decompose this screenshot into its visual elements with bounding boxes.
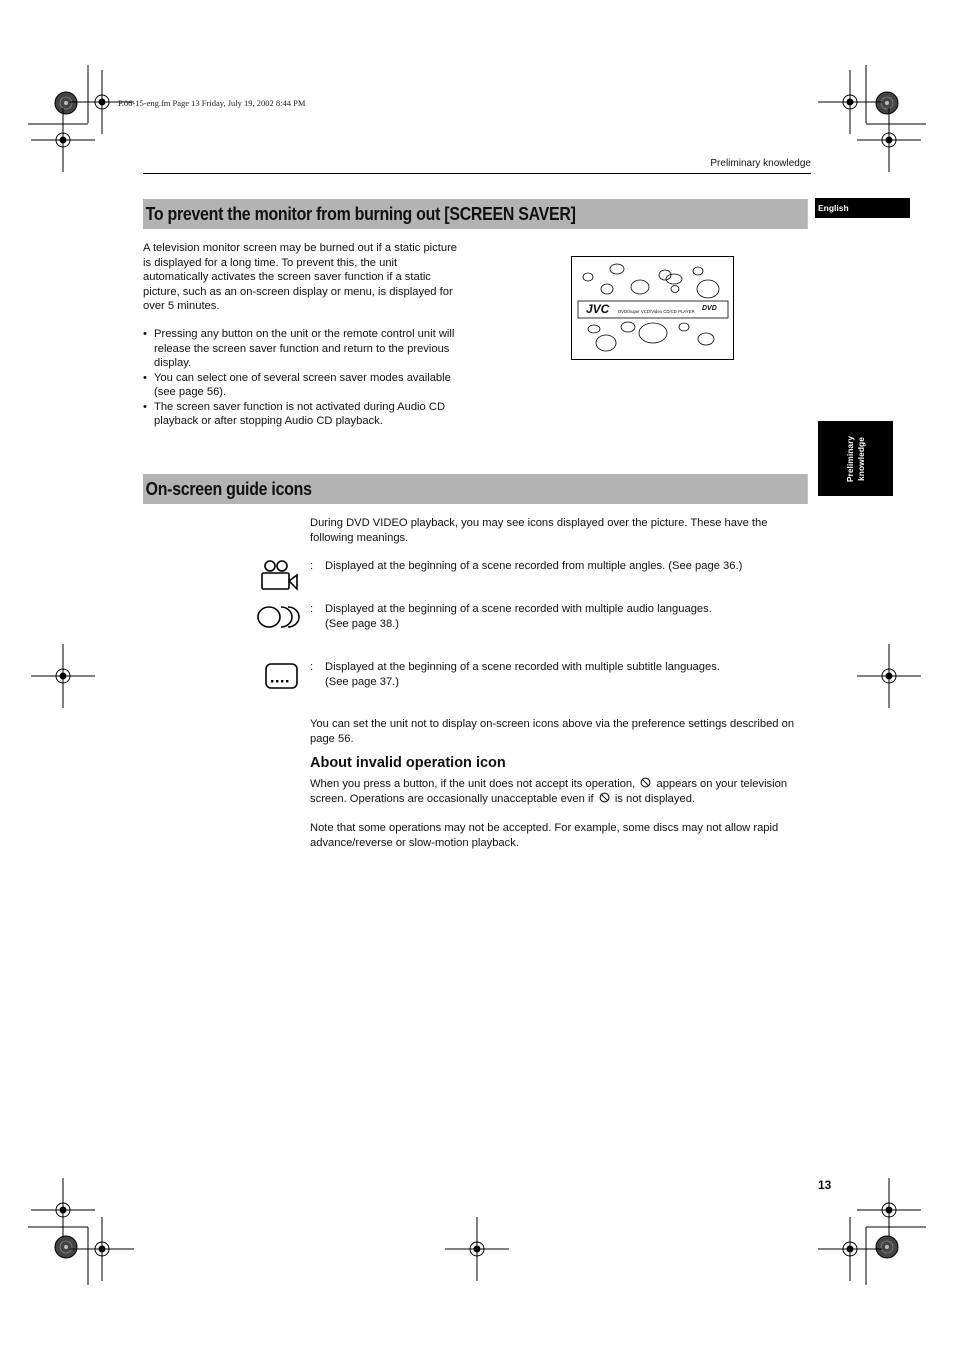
icon-colon: : xyxy=(310,603,314,615)
guide-icon-row xyxy=(255,559,815,595)
audio-language-icon xyxy=(255,602,301,638)
player-caption: DVD/Super VCD/Video CD/CD PLAYER xyxy=(618,309,695,314)
invalid-operation-text: When you press a button, if the unit does not accept its operation, xyxy=(310,778,636,790)
invalid-operation-heading: About invalid operation icon xyxy=(310,755,506,771)
section-tab-line1: Preliminary xyxy=(844,435,855,482)
bullet-item: • The screen saver function is not activated during Audio CD playback or after stopping Audio CD playback. xyxy=(143,400,463,429)
page-number: 13 xyxy=(818,1178,832,1192)
screen-saver-bullets xyxy=(143,327,463,429)
guide-icons-note: You can set the unit not to display on-screen icons above via the preference settings described on page 56. xyxy=(310,718,795,745)
section-tab-label xyxy=(845,435,867,481)
bullet-item: • You can select one of several screen saver modes available (see page 56). xyxy=(143,371,463,400)
prohibited-icon xyxy=(599,792,610,803)
icon-description-line: (See page 38.) xyxy=(325,617,400,630)
guide-icon-row xyxy=(255,602,815,638)
guide-icon-row xyxy=(255,660,815,696)
icon-description-line: Displayed at the beginning of a scene recorded with multiple subtitle languages. xyxy=(325,661,720,673)
icon-description xyxy=(325,660,795,689)
screen-saver-illustration xyxy=(571,256,734,360)
icon-description-line: Displayed at the beginning of a scene recorded with multiple audio languages. xyxy=(325,603,712,615)
subtitle-icon xyxy=(255,660,301,696)
icon-description xyxy=(325,559,795,574)
invalid-operation-text: is not displayed. xyxy=(614,792,696,805)
running-header: Preliminary knowledge xyxy=(710,158,811,169)
header-rule xyxy=(143,173,811,174)
icon-description-line: (See page 37.) xyxy=(325,675,400,688)
invalid-operation-note: Note that some operations may not be accepted. For example, some discs may not allow rapid advance/reverse or slow-motion playback. xyxy=(310,822,779,849)
camera-angle-icon xyxy=(255,559,301,595)
bullet-item: • Pressing any button on the unit or the remote control unit will release the screen saver function and return to the previous display. xyxy=(143,327,463,371)
print-metadata: P.06-15-eng.fm Page 13 Friday, July 19, 2002 8:44 PM xyxy=(118,98,306,108)
prohibited-icon xyxy=(640,777,651,788)
invalid-operation-paragraph xyxy=(310,777,810,806)
section-tab xyxy=(818,421,893,496)
guide-icons-intro: During DVD VIDEO playback, you may see icons displayed over the picture. These have the following meanings. xyxy=(310,517,768,544)
screen-saver-intro: A television monitor screen may be burned out if a static picture is displayed for a long time. To prevent this, the unit automatically activates the screen saver function if a static picture, such as an on-screen display or menu, is displayed for over 5 minutes. xyxy=(143,242,458,312)
icon-colon: : xyxy=(310,661,314,673)
icon-description-line: Displayed at the beginning of a scene recorded from multiple angles. (See page 36.) xyxy=(325,560,743,572)
icon-description xyxy=(325,602,795,631)
invalid-operation-text: appears on your television screen. Operations are occasionally unacceptable even if xyxy=(310,778,788,805)
icon-colon: : xyxy=(310,560,314,572)
jvc-logo: JVC xyxy=(586,302,610,316)
language-tab: English xyxy=(815,198,910,218)
screen-saver-heading: To prevent the monitor from burning out [SCREEN SAVER] xyxy=(143,199,808,229)
dvd-logo: DVD xyxy=(702,305,717,312)
section-tab-line2: knowledge xyxy=(855,436,866,481)
guide-icons-heading: On-screen guide icons xyxy=(143,474,808,504)
